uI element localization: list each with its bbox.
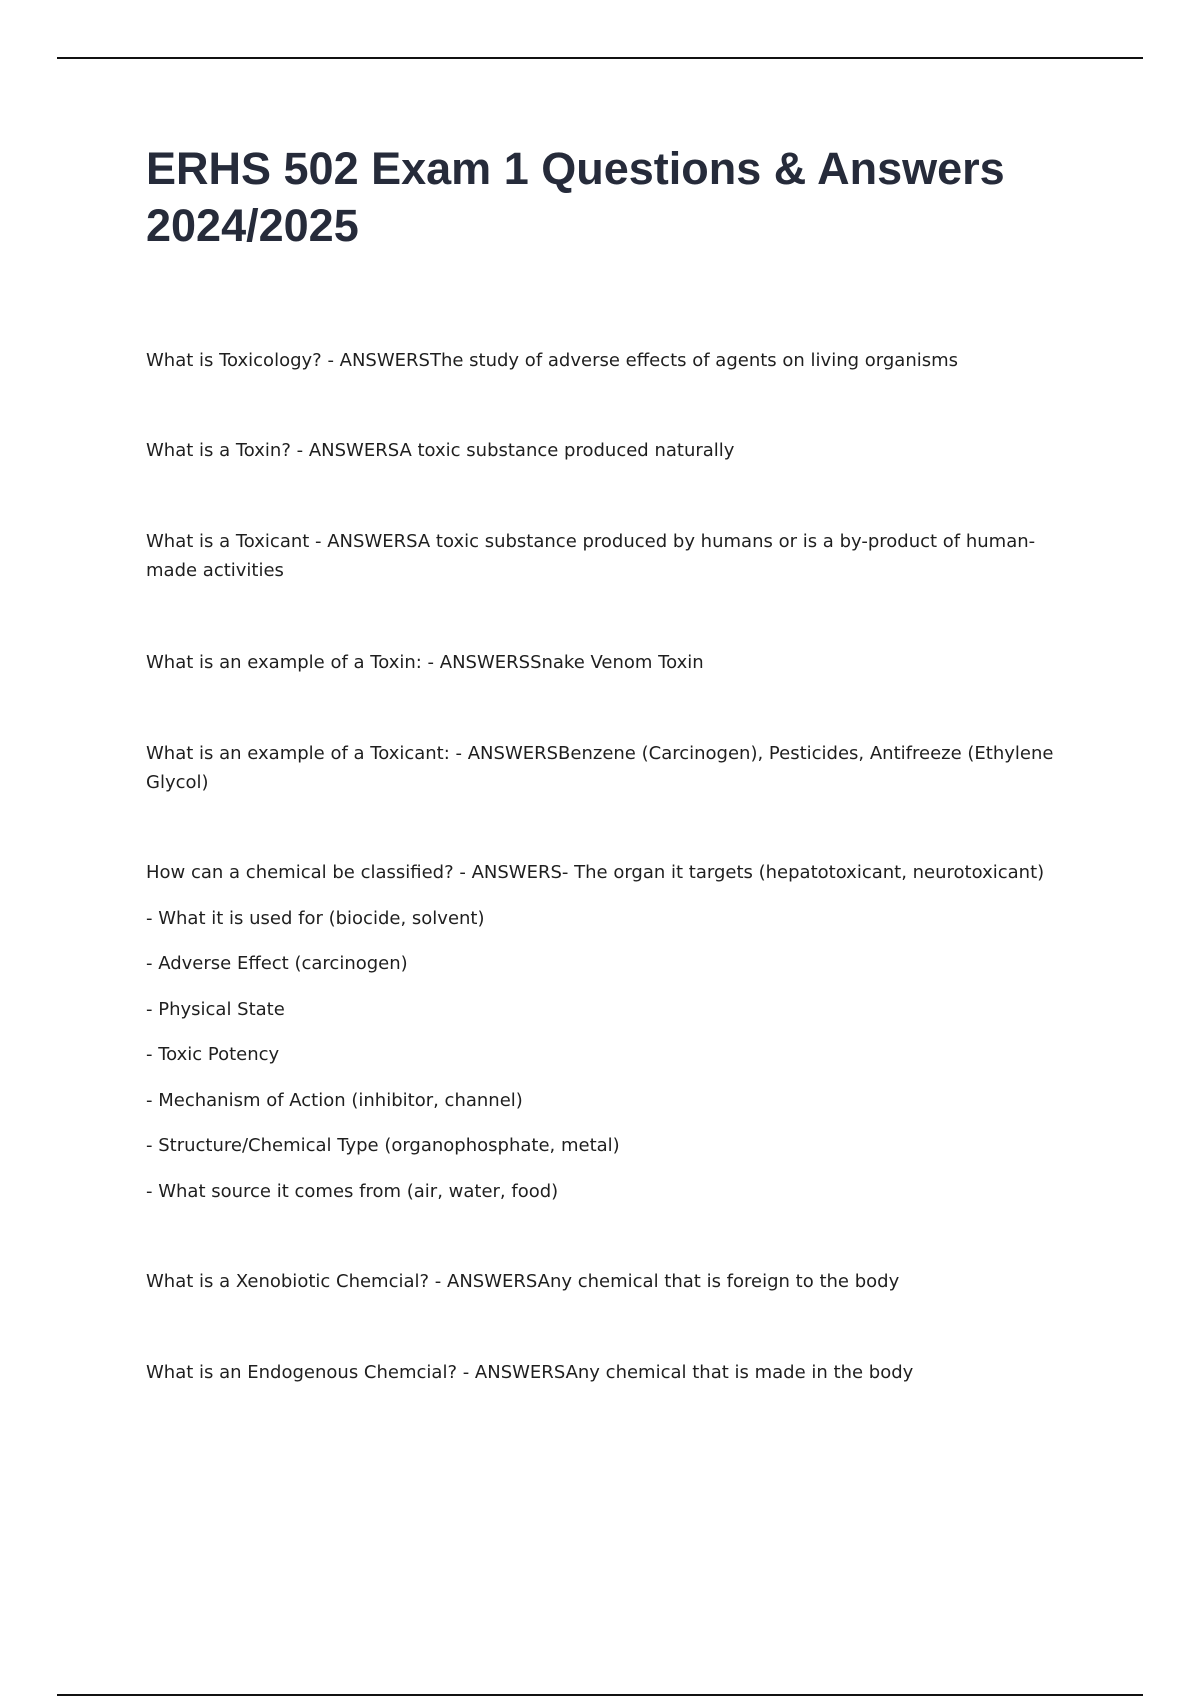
classification-bullet: - What it is used for (biocide, solvent): [146, 908, 485, 929]
qa-item: What is Toxicology? - ANSWERSThe study of adverse effects of agents on living organisms: [146, 350, 959, 371]
classification-bullet: - Structure/Chemical Type (organophosphate, metal): [146, 1135, 620, 1156]
classification-bullet: - Toxic Potency: [146, 1044, 280, 1065]
classification-bullet: - What source it comes from (air, water, food): [146, 1181, 559, 1202]
qa-item: What is a Xenobiotic Chemcial? - ANSWERSAny chemical that is foreign to the body: [146, 1271, 900, 1292]
document-title: ERHS 502 Exam 1 Questions & Answers 2024/2025: [146, 143, 1005, 251]
qa-item: What is an example of a Toxicant: - ANSWERSBenzene (Carcinogen), Pesticides, Antifreeze (Ethylene Glycol): [146, 743, 1054, 793]
top-rule: [57, 57, 1143, 59]
qa-item: What is a Toxin? - ANSWERSA toxic substance produced naturally: [146, 440, 735, 461]
qa-item: How can a chemical be classified? - ANSWERS- The organ it targets (hepatotoxicant, neurotoxicant): [146, 862, 1045, 883]
qa-item: What is an example of a Toxin: - ANSWERSSnake Venom Toxin: [146, 652, 704, 673]
qa-item: What is a Toxicant - ANSWERSA toxic substance produced by humans or is a by-product of human-made activities: [146, 531, 1036, 581]
classification-bullet: - Physical State: [146, 999, 285, 1020]
bottom-rule: [57, 1694, 1143, 1696]
classification-bullet: - Mechanism of Action (inhibitor, channel): [146, 1090, 523, 1111]
qa-item: What is an Endogenous Chemcial? - ANSWERSAny chemical that is made in the body: [146, 1362, 914, 1383]
classification-bullet: - Adverse Effect (carcinogen): [146, 953, 408, 974]
